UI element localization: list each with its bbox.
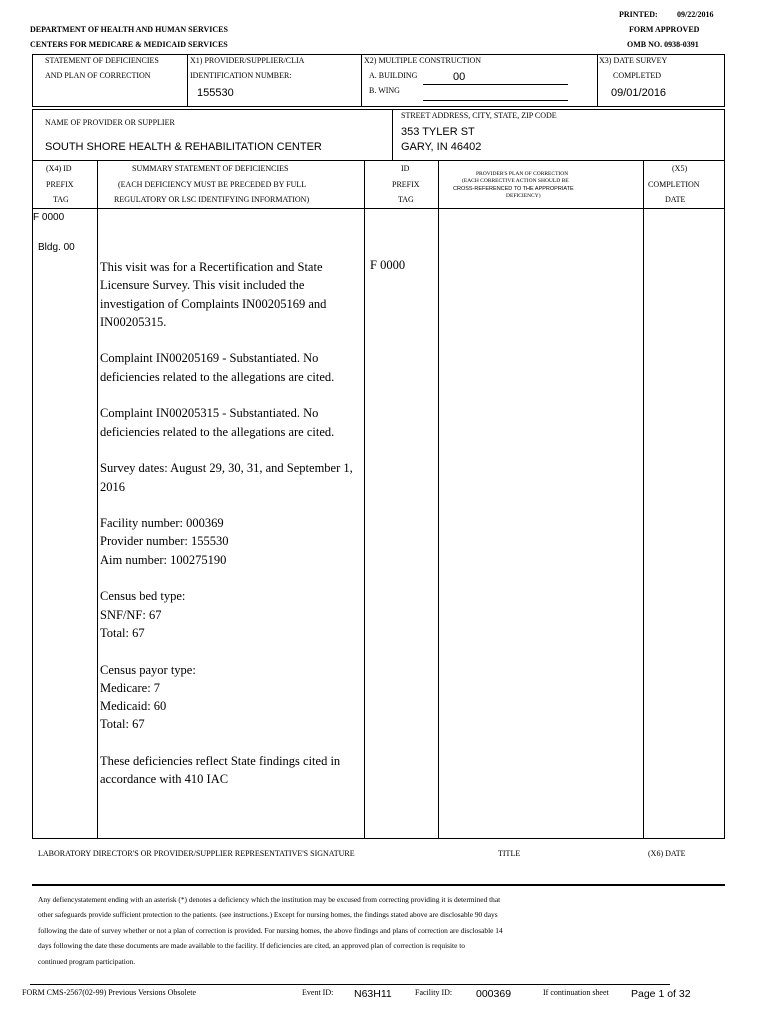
statement-label-2: AND PLAN OF CORRECTION bbox=[45, 71, 151, 80]
footer-divider bbox=[30, 984, 670, 985]
form-approved: FORM APPROVED bbox=[629, 25, 700, 34]
page-number: Page 1 of 32 bbox=[631, 988, 691, 1000]
paragraph-census-payor: Census payor type: Medicare: 7 Medicaid: 60 Total: 67 bbox=[100, 662, 196, 732]
x1-label-2: IDENTIFICATION NUMBER: bbox=[190, 71, 292, 80]
x3-label-2: COMPLETED bbox=[613, 71, 661, 80]
survey-completed-date: 09/01/2016 bbox=[611, 87, 667, 99]
id-header-3: TAG bbox=[398, 195, 414, 204]
x4-header-2: PREFIX bbox=[46, 180, 74, 189]
building-underline bbox=[423, 84, 568, 85]
x4-header-1: (X4) ID bbox=[46, 164, 72, 173]
provider-number: 155530 bbox=[197, 87, 234, 99]
id-header-2: PREFIX bbox=[392, 180, 420, 189]
x6-date-label: (X6) DATE bbox=[648, 849, 686, 858]
plan-header-2: (EACH CORRECTIVE ACTION SHOULD BE bbox=[462, 178, 569, 184]
paragraph-visit: This visit was for a Recertification and State Licensure Survey. This visit included the investigation of Complaints IN00205169 and IN00205315. bbox=[100, 260, 327, 329]
summary-header-3: REGULATORY OR LSC IDENTIFYING INFORMATION) bbox=[114, 195, 310, 204]
x3-label-1: X3) DATE SURVEY bbox=[599, 56, 668, 65]
x1-label-1: X1) PROVIDER/SUPPLIER/CLIA bbox=[190, 56, 305, 65]
facility-id-value: 000369 bbox=[476, 988, 512, 1000]
provider-name-label: NAME OF PROVIDER OR SUPPLIER bbox=[45, 118, 175, 127]
continuation-label: If continuation sheet bbox=[543, 988, 609, 997]
footnote-line-1: Any defiencystatement ending with an asterisk (*) denotes a deficiency which the institution may be excused from correcting providing it is determined that bbox=[38, 895, 501, 904]
printed-date: 09/22/2016 bbox=[677, 10, 714, 19]
wing-underline bbox=[423, 100, 568, 101]
address-street: 353 TYLER ST bbox=[401, 126, 475, 138]
printed-label: PRINTED: bbox=[619, 10, 658, 19]
paragraph-complaint-1: Complaint IN00205169 - Substantiated. No deficiencies related to the allegations are cited. bbox=[100, 351, 335, 384]
department-name: DEPARTMENT OF HEALTH AND HUMAN SERVICES bbox=[30, 25, 228, 34]
summary-header-1: SUMMARY STATEMENT OF DEFICIENCIES bbox=[132, 164, 289, 173]
id-header-1: ID bbox=[401, 164, 410, 173]
footnote-line-2: other safeguards provide sufficient protection to the patients. (see instructions.) Except for nursing homes, the findings stated above are disclosable 90 days bbox=[38, 910, 498, 920]
wing-label: B. WING bbox=[369, 86, 400, 95]
facility-id-label: Facility ID: bbox=[415, 988, 453, 997]
x5-header-2: COMPLETION bbox=[648, 180, 700, 189]
statement-label-1: STATEMENT OF DEFICIENCIES bbox=[45, 56, 159, 65]
form-number: FORM CMS-2567(02-99) Previous Versions Obsolete bbox=[22, 988, 197, 997]
building-value: 00 bbox=[453, 71, 466, 83]
title-label: TITLE bbox=[498, 849, 521, 858]
tag-left: F 0000 bbox=[33, 212, 65, 223]
plan-header-1: PROVIDER'S PLAN OF CORRECTION bbox=[476, 171, 569, 177]
paragraph-census-bed: Census bed type: SNF/NF: 67 Total: 67 bbox=[100, 589, 186, 640]
x4-header-3: TAG bbox=[53, 195, 69, 204]
tag-right: F 0000 bbox=[370, 258, 406, 272]
x5-header-1: (X5) bbox=[672, 164, 688, 173]
plan-header-4: DEFICIENCY) bbox=[506, 193, 541, 199]
address-city: GARY, IN 46402 bbox=[401, 141, 482, 153]
event-id-label: Event ID: bbox=[302, 988, 334, 997]
plan-header-3: CROSS-REFERENCED TO THE APPROPRIATE bbox=[453, 186, 574, 192]
footnote-line-3: following the date of survey whether or not a plan of correction is provided. For nursing homes, the above findings and plans of correction are disclosable 14 bbox=[38, 925, 503, 935]
signature-divider bbox=[32, 884, 725, 886]
deficiency-summary bbox=[100, 258, 362, 807]
address-label: STREET ADDRESS, CITY, STATE, ZIP CODE bbox=[401, 111, 557, 120]
building-label: A. BUILDING bbox=[369, 71, 418, 80]
paragraph-state-findings: These deficiencies reflect State findings cited in accordance with 410 IAC bbox=[100, 754, 341, 787]
omb-number: OMB NO. 0938-0391 bbox=[627, 40, 699, 49]
summary-header-2: (EACH DEFICIENCY MUST BE PRECEDED BY FULL bbox=[118, 180, 307, 189]
footnote-line-5: continued program participation. bbox=[38, 956, 136, 966]
centers-name: CENTERS FOR MEDICARE & MEDICAID SERVICES bbox=[30, 40, 228, 49]
signature-label: LABORATORY DIRECTOR'S OR PROVIDER/SUPPLIER REPRESENTATIVE'S SIGNATURE bbox=[38, 849, 355, 858]
event-id-value: N63H11 bbox=[354, 988, 392, 1000]
provider-name: SOUTH SHORE HEALTH & REHABILITATION CENTER bbox=[45, 141, 322, 153]
paragraph-survey-dates: Survey dates: August 29, 30, 31, and September 1, 2016 bbox=[100, 461, 353, 494]
footnote-line-4: days following the date these documents are made available to the facility. If deficiencies are cited, an approved plan of correction is requisite to bbox=[38, 941, 465, 951]
footnote-text bbox=[38, 892, 503, 969]
x2-label: X2) MULTIPLE CONSTRUCTION bbox=[364, 56, 482, 65]
x5-header-3: DATE bbox=[665, 195, 686, 204]
building-tag: Bldg. 00 bbox=[38, 242, 75, 253]
paragraph-facility: Facility number: 000369 Provider number: 155530 Aim number: 100275190 bbox=[100, 516, 229, 567]
paragraph-complaint-2: Complaint IN00205315 - Substantiated. No deficiencies related to the allegations are cited. bbox=[100, 406, 335, 439]
